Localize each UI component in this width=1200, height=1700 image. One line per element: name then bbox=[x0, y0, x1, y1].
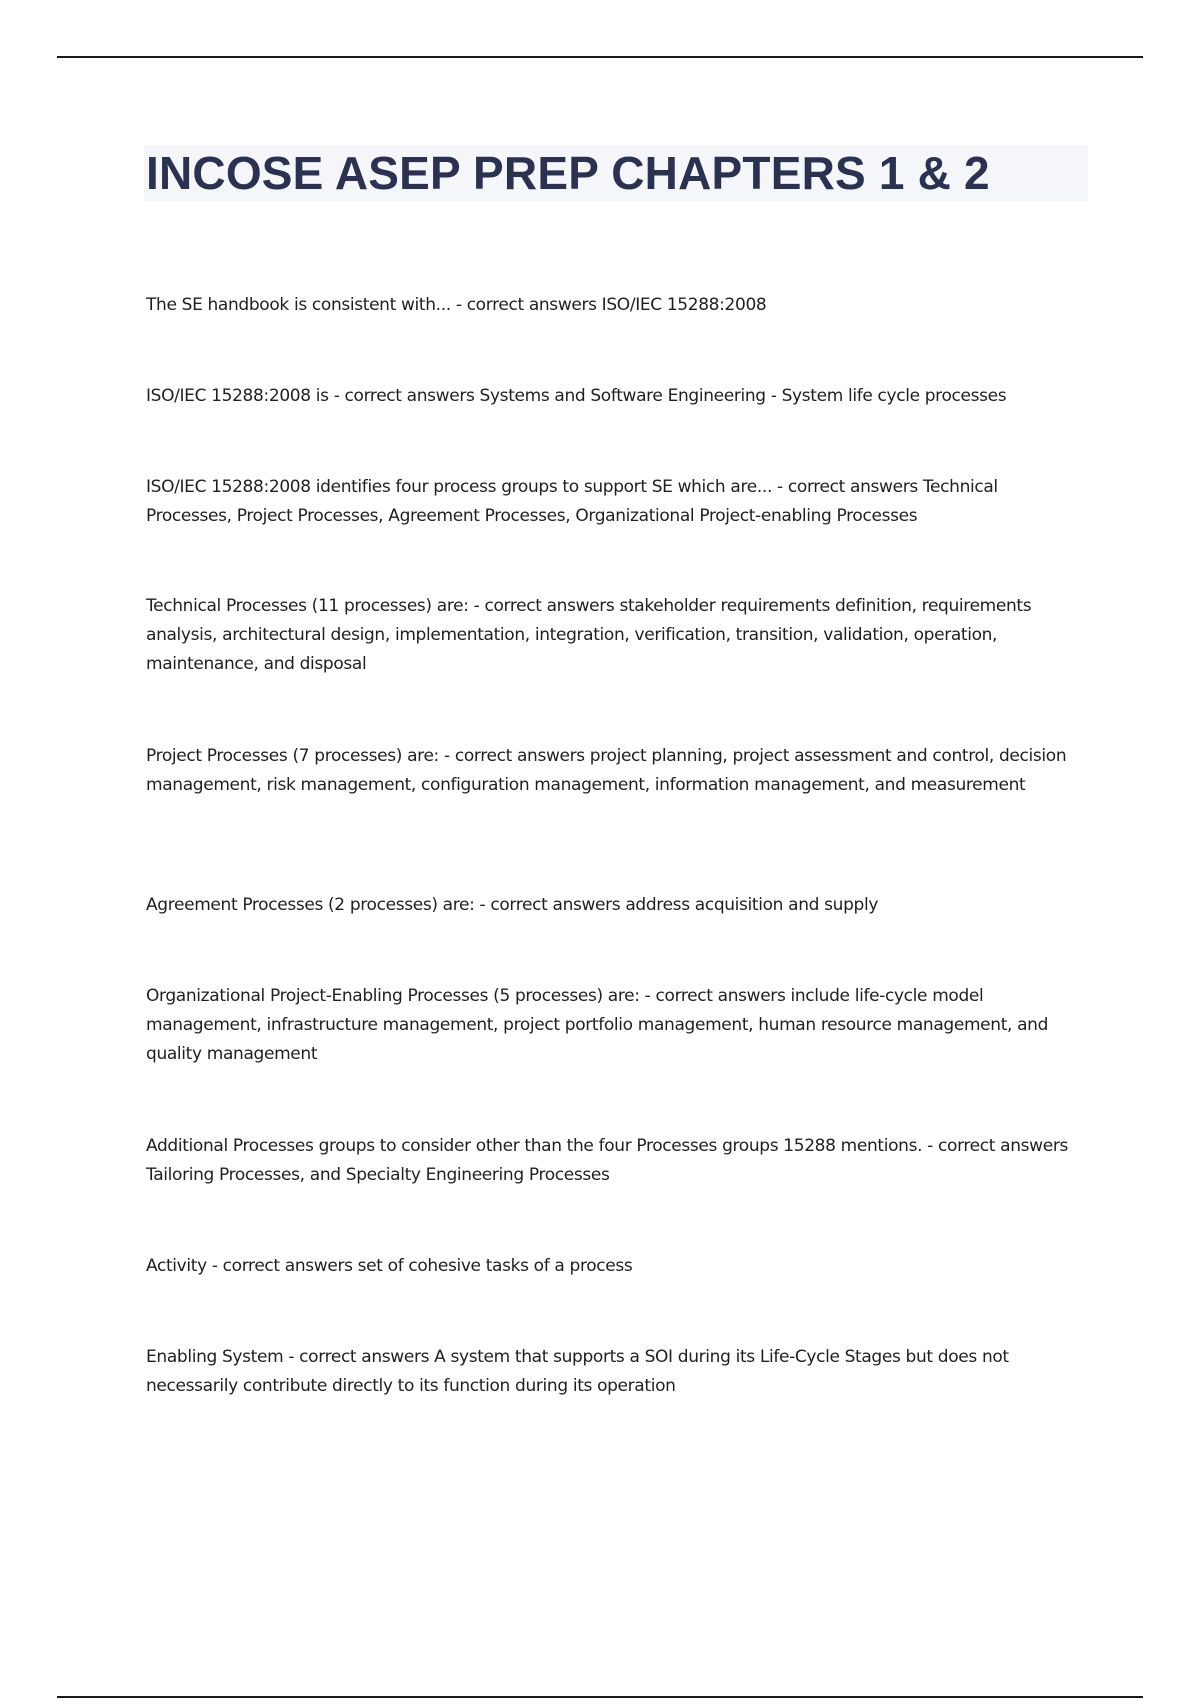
qa-item-10: Enabling System - correct answers A system that supports a SOI during its Life-Cycle Stages but does not necessarily contribute directly to its function during its operation bbox=[146, 1347, 1009, 1396]
qa-item-8: Additional Processes groups to consider other than the four Processes groups 15288 mentions. - correct answers Tailoring Processes, and Specialty Engineering Processes bbox=[146, 1136, 1068, 1185]
qa-item-7: Organizational Project-Enabling Processes (5 processes) are: - correct answers include life-cycle model management, infrastructure management, project portfolio management, human resource management, and quality management bbox=[146, 986, 1049, 1064]
document-title: INCOSE ASEP PREP CHAPTERS 1 & 2 bbox=[146, 147, 990, 199]
qa-item-4: Technical Processes (11 processes) are: - correct answers stakeholder requirements definition, requirements analysis, architectural design, implementation, integration, verification, transition, validation, operation, maintenance, and disposal bbox=[146, 596, 1032, 674]
header-rule bbox=[57, 56, 1143, 58]
qa-item-6: Agreement Processes (2 processes) are: - correct answers address acquisition and supply bbox=[146, 895, 879, 915]
qa-item-5: Project Processes (7 processes) are: - correct answers project planning, project assessment and control, decision management, risk management, configuration management, information management, and measurement bbox=[146, 746, 1067, 795]
qa-item-2: ISO/IEC 15288:2008 is - correct answers Systems and Software Engineering - System life cycle processes bbox=[146, 386, 1007, 406]
qa-item-3: ISO/IEC 15288:2008 identifies four process groups to support SE which are... - correct answers Technical Processes, Project Processes, Agreement Processes, Organizational Project-enabling Processes bbox=[146, 477, 998, 526]
qa-item-9: Activity - correct answers set of cohesive tasks of a process bbox=[146, 1256, 633, 1276]
footer-rule bbox=[57, 1696, 1143, 1698]
qa-item-1: The SE handbook is consistent with... - correct answers ISO/IEC 15288:2008 bbox=[146, 295, 767, 315]
